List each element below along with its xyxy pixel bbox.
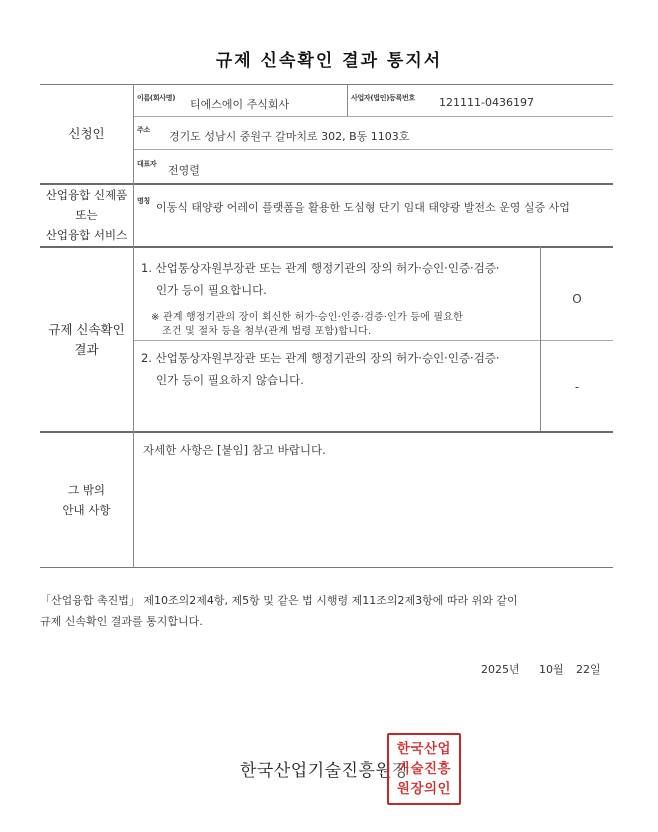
result-section-label (40, 320, 133, 360)
row-divider (133, 340, 613, 341)
option2-check-mark: - (574, 380, 580, 394)
product-label-line: 산업융합 신제품 (45, 188, 128, 202)
option2-text-line2: 인가 등이 필요하지 않습니다. (156, 373, 304, 387)
official-seal (387, 733, 461, 805)
seal-line: 원장의인 (396, 781, 452, 797)
address-label: 주소 (137, 126, 150, 134)
label-column-divider (133, 84, 134, 567)
applicant-section-label: 신청인 (68, 126, 105, 141)
result-label-line: 규제 신속확인 (48, 322, 125, 337)
row-divider (133, 149, 613, 150)
seal-line: 한국산업 (396, 741, 452, 757)
product-title-value: 이동식 태양광 어레이 플랫폼을 활용한 도심형 단기 임대 태양광 발전소 운영 실증 사업 (156, 201, 570, 214)
address-value: 경기도 성남시 중원구 갈마치로 302, B동 1103호 (169, 130, 410, 143)
option2-text-line1: 2. 산업통상자원부장관 또는 관계 행정기관의 장의 허가·승인·인증·검증· (141, 351, 500, 365)
section-divider (40, 246, 613, 248)
other-section-label (40, 480, 133, 520)
other-content: 자세한 사항은 [붙임] 참고 바랍니다. (143, 443, 326, 457)
mark-column-divider (540, 246, 541, 431)
bizno-divider (347, 84, 348, 116)
name-value: 티에스에이 주식회사 (190, 98, 290, 111)
table-bottom-border (40, 567, 613, 568)
row-divider (133, 116, 613, 117)
option1-note-line2: 조건 및 절차 등을 첨부(관계 법령 포함)합니다. (162, 326, 372, 337)
other-label-line: 그 밖의 (68, 483, 105, 497)
option1-check-mark: O (572, 292, 582, 306)
option1-text-line2: 인가 등이 필요합니다. (156, 283, 267, 297)
other-label-line: 안내 사항 (62, 503, 111, 517)
product-label-line: 산업융합 서비스 (45, 228, 128, 242)
product-label-line: 또는 (75, 208, 98, 222)
legal-basis-line1: 「산업융합 촉진법」 제10조의2제4항, 제5항 및 같은 법 시행령 제11조의2제3항에 따라 위와 같이 (40, 594, 518, 607)
representative-label: 대표자 (137, 160, 157, 168)
bizno-value: 121111-0436197 (439, 96, 534, 109)
option1-note-line1: ※ 관계 행정기관의 장이 회신한 허가·승인·인증·검증·인가 등에 필요한 (151, 312, 463, 323)
product-section-label (38, 185, 135, 245)
legal-basis-line2: 규제 신속확인 결과를 통지합니다. (40, 615, 203, 628)
result-label-line: 결과 (74, 342, 99, 357)
date-day: 22일 (576, 663, 601, 676)
date-year: 2025년 (481, 663, 520, 676)
section-divider (40, 431, 613, 433)
table-top-border (40, 84, 613, 85)
representative-value: 전영렬 (168, 164, 200, 177)
seal-line: 기술진흥 (396, 761, 452, 777)
date-month: 10월 (539, 663, 564, 676)
product-title-label: 명칭 (137, 197, 150, 205)
page-title: 규제 신속확인 결과 통지서 (215, 51, 443, 71)
issuer-name: 한국산업기술진흥원장 (240, 761, 410, 781)
option1-text-line1: 1. 산업통상자원부장관 또는 관계 행정기관의 장의 허가·승인·인증·검증· (141, 261, 500, 275)
name-label: 이름(회사명) (137, 94, 176, 102)
bizno-label: 사업자(법인)등록번호 (351, 94, 415, 102)
